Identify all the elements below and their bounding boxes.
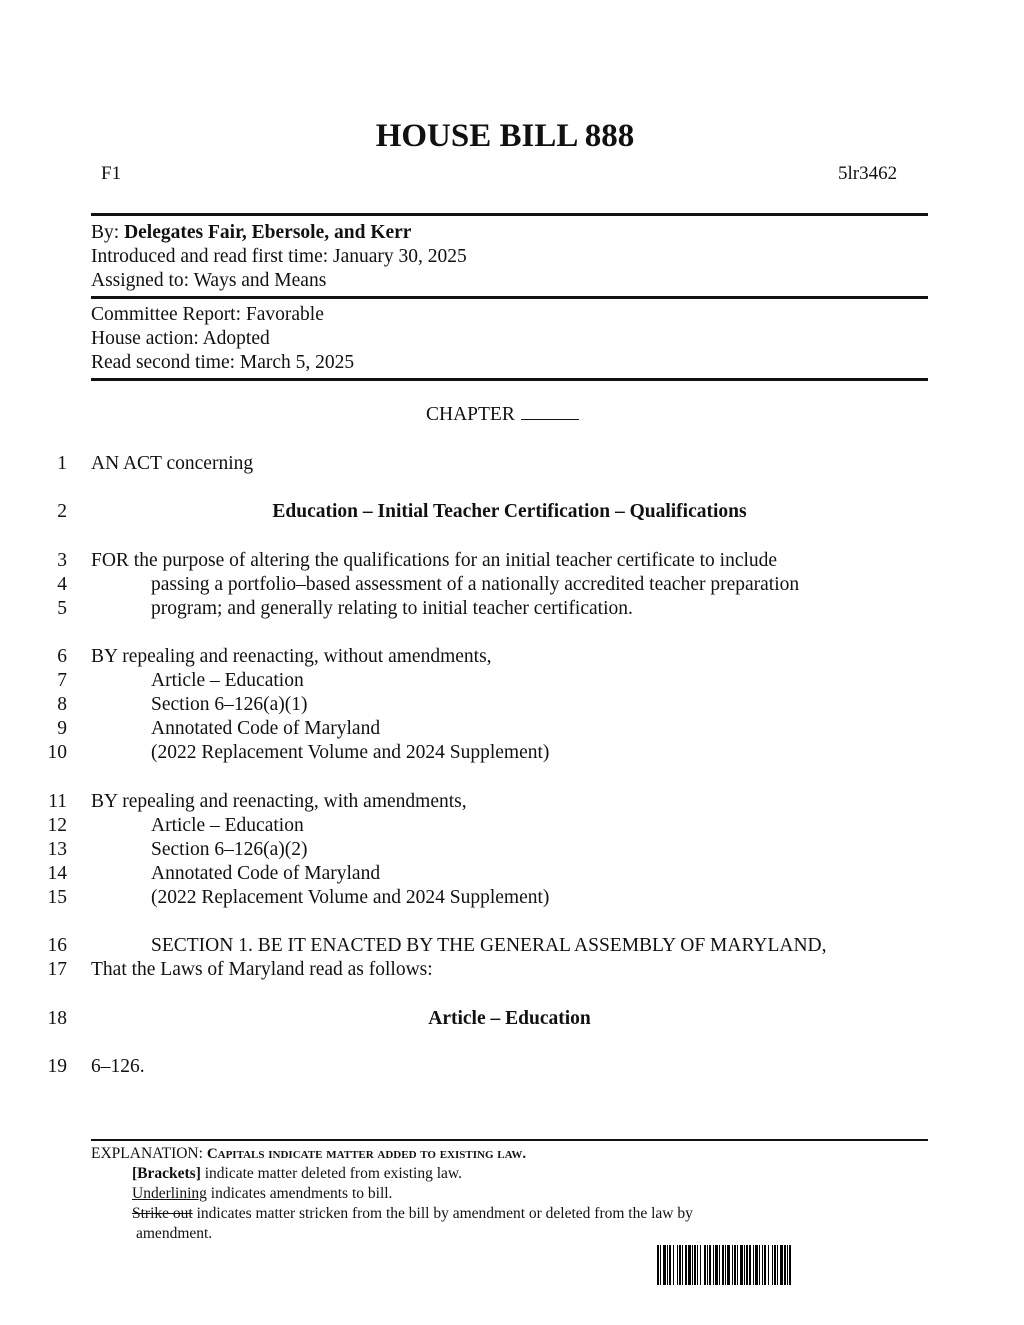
barcode-bar <box>746 1245 748 1285</box>
line-number: 2 <box>57 501 67 522</box>
barcode-bar <box>677 1245 678 1285</box>
barcode-bar <box>673 1245 674 1285</box>
barcode-bar <box>732 1245 733 1285</box>
citation-line: Section 6–126(a)(2) <box>151 839 308 860</box>
citation-line: Annotated Code of Maryland <box>151 718 381 739</box>
line-number: 3 <box>57 550 67 571</box>
explanation-label: EXPLANATION: <box>91 1145 203 1162</box>
strike-word: Strike out <box>132 1205 193 1222</box>
brackets-note: indicate matter deleted from existing law. <box>204 1165 462 1182</box>
barcode-bar <box>772 1245 773 1285</box>
barcode-bar <box>774 1245 776 1285</box>
barcode-bar <box>737 1245 738 1285</box>
line-number: 10 <box>47 742 67 763</box>
barcode-bar <box>700 1245 701 1285</box>
line-number: 14 <box>47 863 67 884</box>
barcode-bar <box>768 1245 769 1285</box>
line-number: 4 <box>57 574 67 595</box>
barcode-bar <box>740 1245 743 1285</box>
citation-line: Annotated Code of Maryland <box>151 863 381 884</box>
barcode-bar <box>667 1245 668 1285</box>
chapter-blank <box>521 418 579 420</box>
barcode-bar <box>663 1245 666 1285</box>
barcode-bar <box>657 1245 659 1285</box>
act-concerning: AN ACT concerning <box>91 453 254 474</box>
barcode-bar <box>679 1245 681 1285</box>
line-number: 7 <box>57 670 67 691</box>
sponsor-names: Delegates Fair, Ebersole, and Kerr <box>124 222 412 243</box>
barcode-bar <box>744 1245 745 1285</box>
repeal-heading: BY repealing and reenacting, with amendments, <box>91 791 467 812</box>
barcode-bar <box>749 1245 751 1285</box>
subject-code: F1 <box>101 163 122 184</box>
purpose-text: FOR the purpose of altering the qualifications for an initial teacher certificate to include <box>91 550 778 571</box>
barcode-bar <box>789 1245 791 1285</box>
line-number: 15 <box>47 887 67 908</box>
barcode-bar <box>759 1245 760 1285</box>
line-number: 8 <box>57 694 67 715</box>
lr-number: 5lr3462 <box>838 163 898 184</box>
barcode-bar <box>688 1245 691 1285</box>
line-number: 5 <box>57 598 67 619</box>
divider-top <box>91 213 928 216</box>
explanation-capitals <box>91 1145 526 1163</box>
citation-line: Article – Education <box>151 670 304 691</box>
footnote-divider <box>91 1139 928 1141</box>
barcode-bar <box>707 1245 708 1285</box>
assigned-line: Assigned to: Ways and Means <box>91 270 327 291</box>
barcode-bar <box>715 1245 718 1285</box>
barcode-bar <box>704 1245 706 1285</box>
purpose-text: passing a portfolio–based assessment of a nationally accredited teacher preparation <box>151 574 800 595</box>
brackets-word: [Brackets] <box>132 1165 201 1182</box>
explanation-strike-cont: amendment. <box>136 1225 213 1242</box>
explanation-strike <box>132 1205 693 1223</box>
committee-report: Committee Report: Favorable <box>91 304 324 325</box>
barcode-bar <box>764 1245 766 1285</box>
barcode-bar <box>669 1245 671 1285</box>
underline-note: indicates amendments to bill. <box>210 1185 393 1202</box>
barcode-bar <box>697 1245 698 1285</box>
barcode-bar <box>762 1245 763 1285</box>
barcode-bar <box>777 1245 778 1285</box>
line-number: 11 <box>48 791 67 812</box>
barcode-icon <box>657 1245 905 1285</box>
underline-word: Underlining <box>132 1185 207 1202</box>
citation-line: (2022 Replacement Volume and 2024 Supplement) <box>151 887 550 908</box>
house-action: House action: Adopted <box>91 328 270 349</box>
chapter-label: CHAPTER <box>426 404 515 425</box>
barcode-bar <box>713 1245 714 1285</box>
barcode-bar <box>787 1245 788 1285</box>
divider-bottom <box>91 378 928 381</box>
bill-title: HOUSE BILL 888 <box>375 118 635 154</box>
line-number: 1 <box>57 453 67 474</box>
barcode-bar <box>719 1245 720 1285</box>
enacting-clause: That the Laws of Maryland read as follows: <box>91 959 433 980</box>
barcode-bar <box>709 1245 711 1285</box>
sponsors-line <box>91 222 411 244</box>
barcode-bar <box>722 1245 724 1285</box>
barcode-bar <box>727 1245 730 1285</box>
barcode-bar <box>780 1245 783 1285</box>
barcode-bar <box>753 1245 754 1285</box>
line-number: 18 <box>47 1008 67 1029</box>
explanation-underline <box>132 1185 392 1203</box>
purpose-text: program; and generally relating to initial teacher certification. <box>151 598 633 619</box>
strike-note: indicates matter stricken from the bill by amendment or deleted from the law by <box>196 1205 693 1222</box>
by-label: By: <box>91 222 120 243</box>
line-number: 9 <box>57 718 67 739</box>
barcode-bar <box>692 1245 693 1285</box>
citation-line: Article – Education <box>151 815 304 836</box>
article-heading: Article – Education <box>428 1008 591 1029</box>
barcode-bar <box>725 1245 726 1285</box>
barcode-bar <box>682 1245 683 1285</box>
line-number: 19 <box>47 1056 67 1077</box>
barcode-bar <box>784 1245 786 1285</box>
line-number: 6 <box>57 646 67 667</box>
barcode-bar <box>755 1245 758 1285</box>
citation-line: Section 6–126(a)(1) <box>151 694 308 715</box>
barcode-bar <box>734 1245 736 1285</box>
line-number: 12 <box>47 815 67 836</box>
explanation-brackets <box>132 1165 462 1183</box>
section-number: 6–126. <box>91 1056 145 1077</box>
barcode-bar <box>660 1245 661 1285</box>
bill-subject: Education – Initial Teacher Certification – Qualifications <box>272 501 747 522</box>
divider-middle <box>91 296 928 299</box>
repeal-heading: BY repealing and reenacting, without amendments, <box>91 646 492 667</box>
enacting-clause: SECTION 1. BE IT ENACTED BY THE GENERAL ASSEMBLY OF MARYLAND, <box>151 935 827 956</box>
barcode-bar <box>694 1245 696 1285</box>
line-number: 13 <box>47 839 67 860</box>
line-number: 16 <box>47 935 67 956</box>
introduced-line: Introduced and read first time: January 30, 2025 <box>91 246 467 267</box>
chapter-heading <box>426 404 579 426</box>
citation-line: (2022 Replacement Volume and 2024 Supplement) <box>151 742 550 763</box>
capitals-note: Capitals indicate matter added to existing law. <box>206 1146 527 1162</box>
barcode-bar <box>685 1245 687 1285</box>
second-read: Read second time: March 5, 2025 <box>91 352 355 373</box>
line-number: 17 <box>47 959 67 980</box>
